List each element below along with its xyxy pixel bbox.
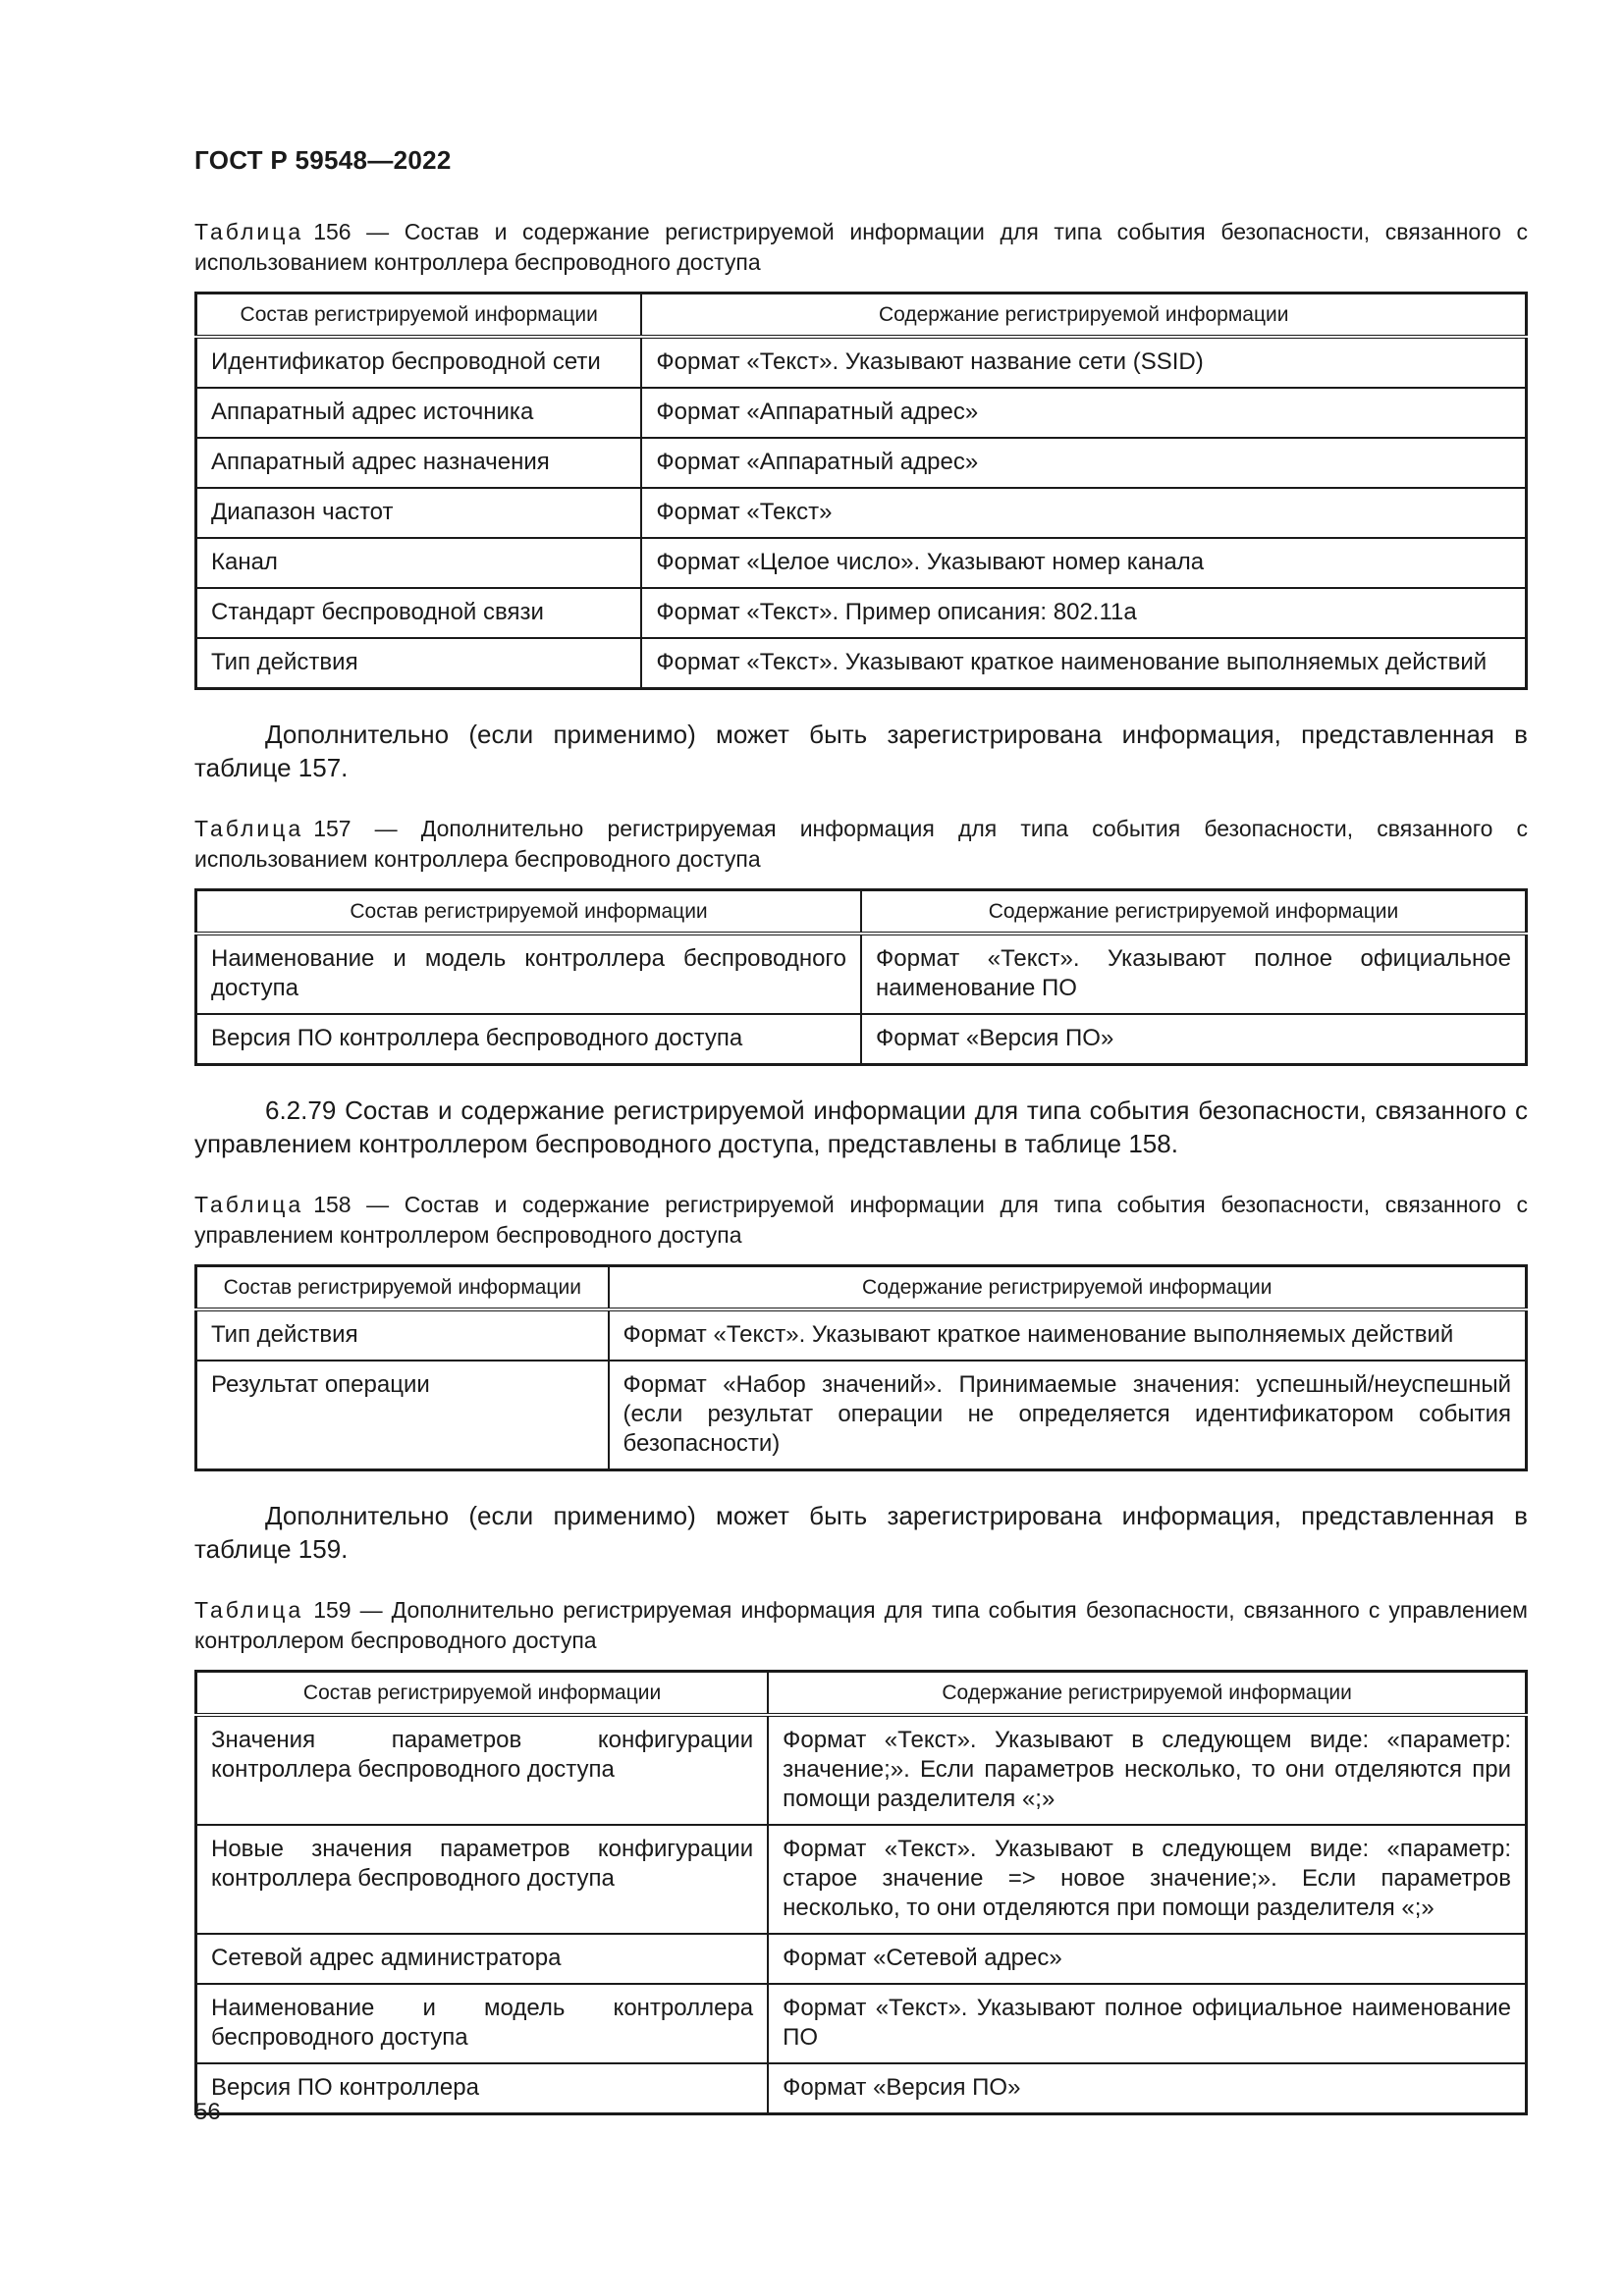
table-cell: Формат «Целое число». Указывают номер канала — [641, 538, 1526, 588]
table-cell: Формат «Текст» — [641, 488, 1526, 538]
table-cell: Формат «Аппаратный адрес» — [641, 388, 1526, 438]
table-row — [196, 488, 1527, 538]
table-cell: Формат «Набор значений». Принимаемые значения: успешный/неуспешный (если результат операции не определяется идентификатором события безопасности) — [609, 1361, 1527, 1470]
table-row — [196, 934, 1527, 1014]
table-caption-text: 156 — Состав и содержание регистрируемой информации для типа события безопасности, связанного с использованием контроллера беспроводного доступа — [194, 219, 1528, 275]
table-caption-text: 157 — Дополнительно регистрируемая информация для типа события безопасности, связанного с использованием контроллера беспроводного доступа — [194, 816, 1528, 872]
table-cell: Тип действия — [196, 638, 642, 689]
table-cell: Диапазон частот — [196, 488, 642, 538]
table-cell: Канал — [196, 538, 642, 588]
table-row — [196, 638, 1527, 689]
paragraph: Дополнительно (если применимо) может быть зарегистрирована информация, представленная в таблице 157. — [194, 720, 1528, 782]
table-cell: Формат «Текст». Пример описания: 802.11a — [641, 588, 1526, 638]
table-row — [196, 2063, 1527, 2114]
table-158-caption — [194, 1190, 1528, 1251]
table-row — [196, 1014, 1527, 1065]
table-158 — [194, 1264, 1528, 1471]
column-header: Содержание регистрируемой информации — [768, 1672, 1526, 1716]
table-header-row — [196, 1672, 1527, 1716]
table-cell: Формат «Текст». Указывают краткое наименование выполняемых действий — [609, 1309, 1527, 1361]
table-cell: Результат операции — [196, 1361, 609, 1470]
table-cell: Наименование и модель контроллера беспроводного доступа — [196, 1984, 769, 2063]
table-caption-text: 159 — Дополнительно регистрируемая информация для типа события безопасности, связанного с управлением контроллером беспроводного доступа — [194, 1597, 1528, 1653]
table-row — [196, 438, 1527, 488]
table-row — [196, 1825, 1527, 1934]
table-cell: Сетевой адрес администратора — [196, 1934, 769, 1984]
table-cell: Формат «Сетевой адрес» — [768, 1934, 1526, 1984]
document-page — [194, 145, 1528, 2121]
paragraph: 6.2.79 Состав и содержание регистрируемой информации для типа события безопасности, связанного с управлением контроллером беспроводного доступа, представлены в таблице 158. — [194, 1095, 1528, 1158]
table-caption-text: 158 — Состав и содержание регистрируемой информации для типа события безопасности, связанного с управлением контроллером беспроводного доступа — [194, 1192, 1528, 1248]
table-157-caption — [194, 814, 1528, 875]
table-157 — [194, 888, 1528, 1066]
table-row — [196, 388, 1527, 438]
table-cell: Формат «Текст». Указывают в следующем виде: «параметр: значение;». Если параметров несколько, то они отделяются при помощи разделителя «;» — [768, 1715, 1526, 1825]
table-cell: Значения параметров конфигурации контроллера беспроводного доступа — [196, 1715, 769, 1825]
table-156 — [194, 292, 1528, 690]
column-header: Состав регистрируемой информации — [196, 294, 642, 338]
table-cell: Версия ПО контроллера беспроводного доступа — [196, 1014, 862, 1065]
column-header: Состав регистрируемой информации — [196, 1672, 769, 1716]
table-word: Таблица — [194, 816, 304, 841]
table-cell: Формат «Текст». Указывают в следующем виде: «параметр: старое значение => новое значение;». Если параметров несколько, то они отделяются при помощи разделителя «;» — [768, 1825, 1526, 1934]
table-cell: Формат «Аппаратный адрес» — [641, 438, 1526, 488]
table-header-row — [196, 890, 1527, 934]
column-header: Состав регистрируемой информации — [196, 1266, 609, 1310]
table-cell: Версия ПО контроллера — [196, 2063, 769, 2114]
table-header-row — [196, 1266, 1527, 1310]
table-cell: Стандарт беспроводной связи — [196, 588, 642, 638]
table-cell: Формат «Текст». Указывают полное официальное наименование ПО — [861, 934, 1527, 1014]
page-number: 56 — [194, 2099, 221, 2125]
document-header: ГОСТ Р 59548—2022 — [194, 145, 452, 175]
table-cell: Формат «Версия ПО» — [768, 2063, 1526, 2114]
table-cell: Формат «Текст». Указывают краткое наименование выполняемых действий — [641, 638, 1526, 689]
table-row — [196, 337, 1527, 388]
table-row — [196, 1715, 1527, 1825]
table-word: Таблица — [194, 219, 304, 244]
table-cell: Формат «Версия ПО» — [861, 1014, 1527, 1065]
table-row — [196, 1361, 1527, 1470]
table-cell: Наименование и модель контроллера беспроводного доступа — [196, 934, 862, 1014]
table-row — [196, 1934, 1527, 1984]
column-header: Содержание регистрируемой информации — [641, 294, 1526, 338]
table-row — [196, 588, 1527, 638]
table-cell: Тип действия — [196, 1309, 609, 1361]
column-header: Содержание регистрируемой информации — [861, 890, 1527, 934]
table-159 — [194, 1670, 1528, 2115]
table-row — [196, 1309, 1527, 1361]
paragraph: Дополнительно (если применимо) может быть зарегистрирована информация, представленная в таблице 159. — [194, 1501, 1528, 1564]
table-cell: Идентификатор беспроводной сети — [196, 337, 642, 388]
table-word: Таблица — [194, 1192, 304, 1217]
table-cell: Формат «Текст». Указывают полное официальное наименование ПО — [768, 1984, 1526, 2063]
table-word: Таблица — [194, 1597, 304, 1623]
table-row — [196, 1984, 1527, 2063]
table-header-row — [196, 294, 1527, 338]
table-row — [196, 538, 1527, 588]
table-cell: Формат «Текст». Указывают название сети (SSID) — [641, 337, 1526, 388]
table-156-caption — [194, 217, 1528, 278]
table-cell: Аппаратный адрес источника — [196, 388, 642, 438]
column-header: Состав регистрируемой информации — [196, 890, 862, 934]
table-159-caption — [194, 1595, 1528, 1656]
table-cell: Новые значения параметров конфигурации контроллера беспроводного доступа — [196, 1825, 769, 1934]
column-header: Содержание регистрируемой информации — [609, 1266, 1527, 1310]
table-cell: Аппаратный адрес назначения — [196, 438, 642, 488]
